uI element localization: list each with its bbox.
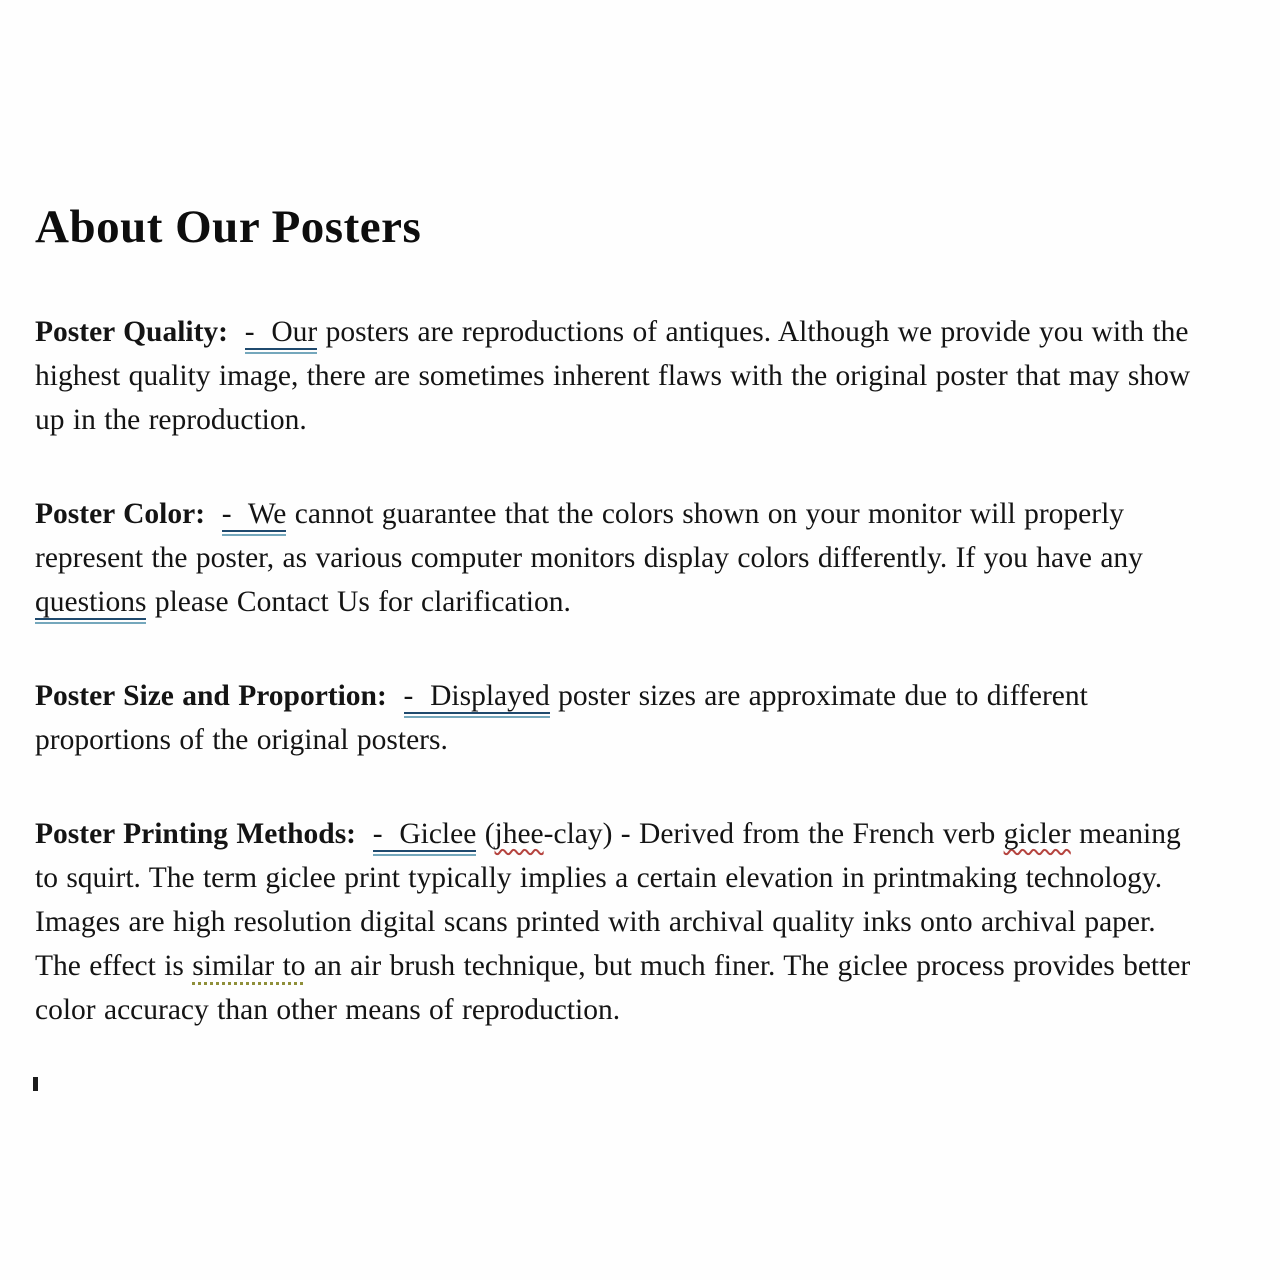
link-text[interactable]: - We bbox=[222, 498, 287, 537]
text-run bbox=[205, 498, 222, 530]
text-run: please Contact Us for clarification. bbox=[146, 585, 571, 618]
text-run: poster sizes are approximate due to different proportions of the original posters. bbox=[35, 679, 1088, 756]
text-run: -clay) - Derived from the French verb bbox=[543, 817, 1004, 850]
section-label: Poster Quality: bbox=[35, 315, 228, 348]
text-run: posters are reproductions of antiques. Although we provide you with the highest quality image, there are sometimes inherent flaws with the original poster that may show up in the reproduction. bbox=[35, 315, 1191, 436]
text-run: cannot guarantee that the colors shown on your monitor will properly represent the poster, as various computer monitors display colors differently. If you have any bbox=[35, 497, 1143, 574]
link-text[interactable]: - Giclee bbox=[373, 818, 477, 857]
document-body bbox=[35, 310, 1207, 1032]
section-label: Poster Printing Methods: bbox=[35, 817, 356, 850]
paragraph-poster-color bbox=[35, 492, 1207, 624]
text-run: meaning to squirt. The term giclee print typically implies a certain elevation in printmaking technology. Images are high resolution digital scans printed with archival quality inks onto archival paper. The effect is bbox=[35, 817, 1181, 982]
text-cursor bbox=[33, 1077, 38, 1091]
section-label: Poster Size and Proportion: bbox=[35, 679, 387, 712]
document-page bbox=[35, 0, 1207, 1032]
link-text[interactable]: - Displayed bbox=[404, 680, 550, 719]
text-run bbox=[387, 680, 404, 712]
text-run: ( bbox=[476, 817, 495, 850]
paragraph-poster-size-and-proportion bbox=[35, 674, 1207, 762]
text-run bbox=[228, 316, 245, 348]
misspelled-word: gicler bbox=[1003, 817, 1071, 850]
text-run bbox=[356, 818, 373, 850]
grammar-flagged-phrase: similar to bbox=[192, 949, 306, 982]
link-text[interactable]: - Our bbox=[245, 316, 317, 355]
text-run: an air brush technique, but much finer. The giclee process provides better color accuracy than other means of reproduction. bbox=[35, 949, 1191, 1026]
section-label: Poster Color: bbox=[35, 497, 206, 530]
link-text[interactable]: questions bbox=[35, 586, 146, 625]
paragraph-poster-quality bbox=[35, 310, 1207, 442]
page-title: About Our Posters bbox=[35, 201, 422, 253]
paragraph-poster-printing-methods bbox=[35, 812, 1207, 1032]
misspelled-word: jhee bbox=[494, 817, 544, 850]
